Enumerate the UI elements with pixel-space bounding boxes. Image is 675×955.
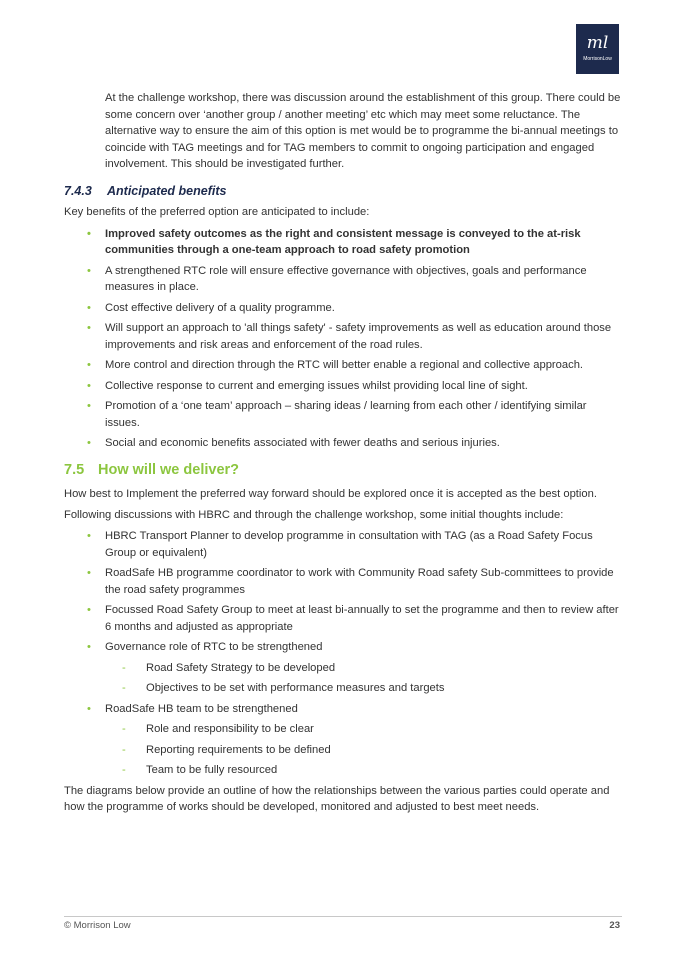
page-content <box>64 90 622 816</box>
list-item: • RoadSafe HB programme coordinator to work with Community Road safety Sub-committees to provide the road safety programmes <box>64 565 622 598</box>
closing-paragraph: The diagrams below provide an outline of how the relationships between the various parties could operate and how the programme of works should be developed, monitored and adjusted to best meet needs. <box>64 784 610 813</box>
section-heading-7-5 <box>64 462 622 479</box>
footer-copyright: © Morrison Low <box>64 920 131 931</box>
list-item-text: Governance role of RTC to be strengthened <box>105 641 323 653</box>
list-item: • Cost effective delivery of a quality programme. <box>64 300 622 317</box>
morrison-low-logo <box>576 24 619 74</box>
logo-mark: ml <box>586 33 609 53</box>
logo-text: MorrisonLow <box>583 56 612 62</box>
list-item: • More control and direction through the RTC will better enable a regional and collective approach. <box>64 357 622 374</box>
list-item: • Focussed Road Safety Group to meet at least bi-annually to set the programme and then to review after 6 months and adjusted as appropriate <box>64 602 622 635</box>
list-item: • Will support an approach to 'all things safety' - safety improvements as well as education around those improvements and risk areas and enforcement of the road rules. <box>64 320 622 353</box>
footer-divider <box>64 916 622 917</box>
list-item: • HBRC Transport Planner to develop programme in consultation with TAG (as a Road Safety Focus Group or equivalent) <box>64 528 622 561</box>
list-item-text: RoadSafe HB team to be strengthened <box>105 702 298 715</box>
intro-paragraph: At the challenge workshop, there was discussion around the establishment of this group. There could be some concern over ‘another group / another meeting’ etc which may meet some reluctance. The alternative way to ensure the aim of this option is met would be to programme the bi-annual meetings to coincide with TAG meetings and for TAG members to commit to ongoing participation and engaged involvement. This should be investigated further. <box>105 92 621 170</box>
section-number: 7.4.3 <box>64 183 92 198</box>
benefits-list <box>64 226 622 452</box>
section-heading-7-4-3 <box>64 183 622 200</box>
sub-list-item: - Team to be fully resourced <box>105 762 622 779</box>
deliver-paragraph-2: Following discussions with HBRC and through the challenge workshop, some initial thoughts include: <box>64 508 564 521</box>
list-item-team <box>64 701 622 779</box>
benefits-lead: Key benefits of the preferred option are anticipated to include: <box>64 206 370 218</box>
sub-list-item: - Road Safety Strategy to be developed <box>105 660 622 677</box>
page-number: 23 <box>609 920 620 931</box>
team-sublist <box>105 721 622 779</box>
sub-list-item: - Reporting requirements to be defined <box>105 742 622 759</box>
deliver-paragraph-1: How best to Implement the preferred way forward should be explored once it is accepted as the best option. <box>64 488 597 500</box>
list-item: • A strengthened RTC role will ensure effective governance with objectives, goals and performance measures in place. <box>64 263 622 296</box>
rtc-sublist <box>105 660 622 697</box>
sub-list-item: - Role and responsibility to be clear <box>105 721 622 738</box>
list-item: • Promotion of a ‘one team’ approach – sharing ideas / learning from each other / identifying similar issues. <box>64 398 622 431</box>
sub-list-item: - Objectives to be set with performance measures and targets <box>105 680 622 697</box>
list-item: • Collective response to current and emerging issues whilst providing local line of sight. <box>64 378 622 395</box>
list-item: • Improved safety outcomes as the right and consistent message is conveyed to the at-risk communities through a one-team approach to road safety promotion <box>64 226 622 259</box>
deliver-list <box>64 528 622 779</box>
section-title: How will we deliver? <box>98 461 240 478</box>
list-item: • Social and economic benefits associated with fewer deaths and serious injuries. <box>64 435 622 452</box>
section-number: 7.5 <box>64 461 85 478</box>
list-item-rtc <box>64 639 622 697</box>
section-title: Anticipated benefits <box>107 183 227 198</box>
